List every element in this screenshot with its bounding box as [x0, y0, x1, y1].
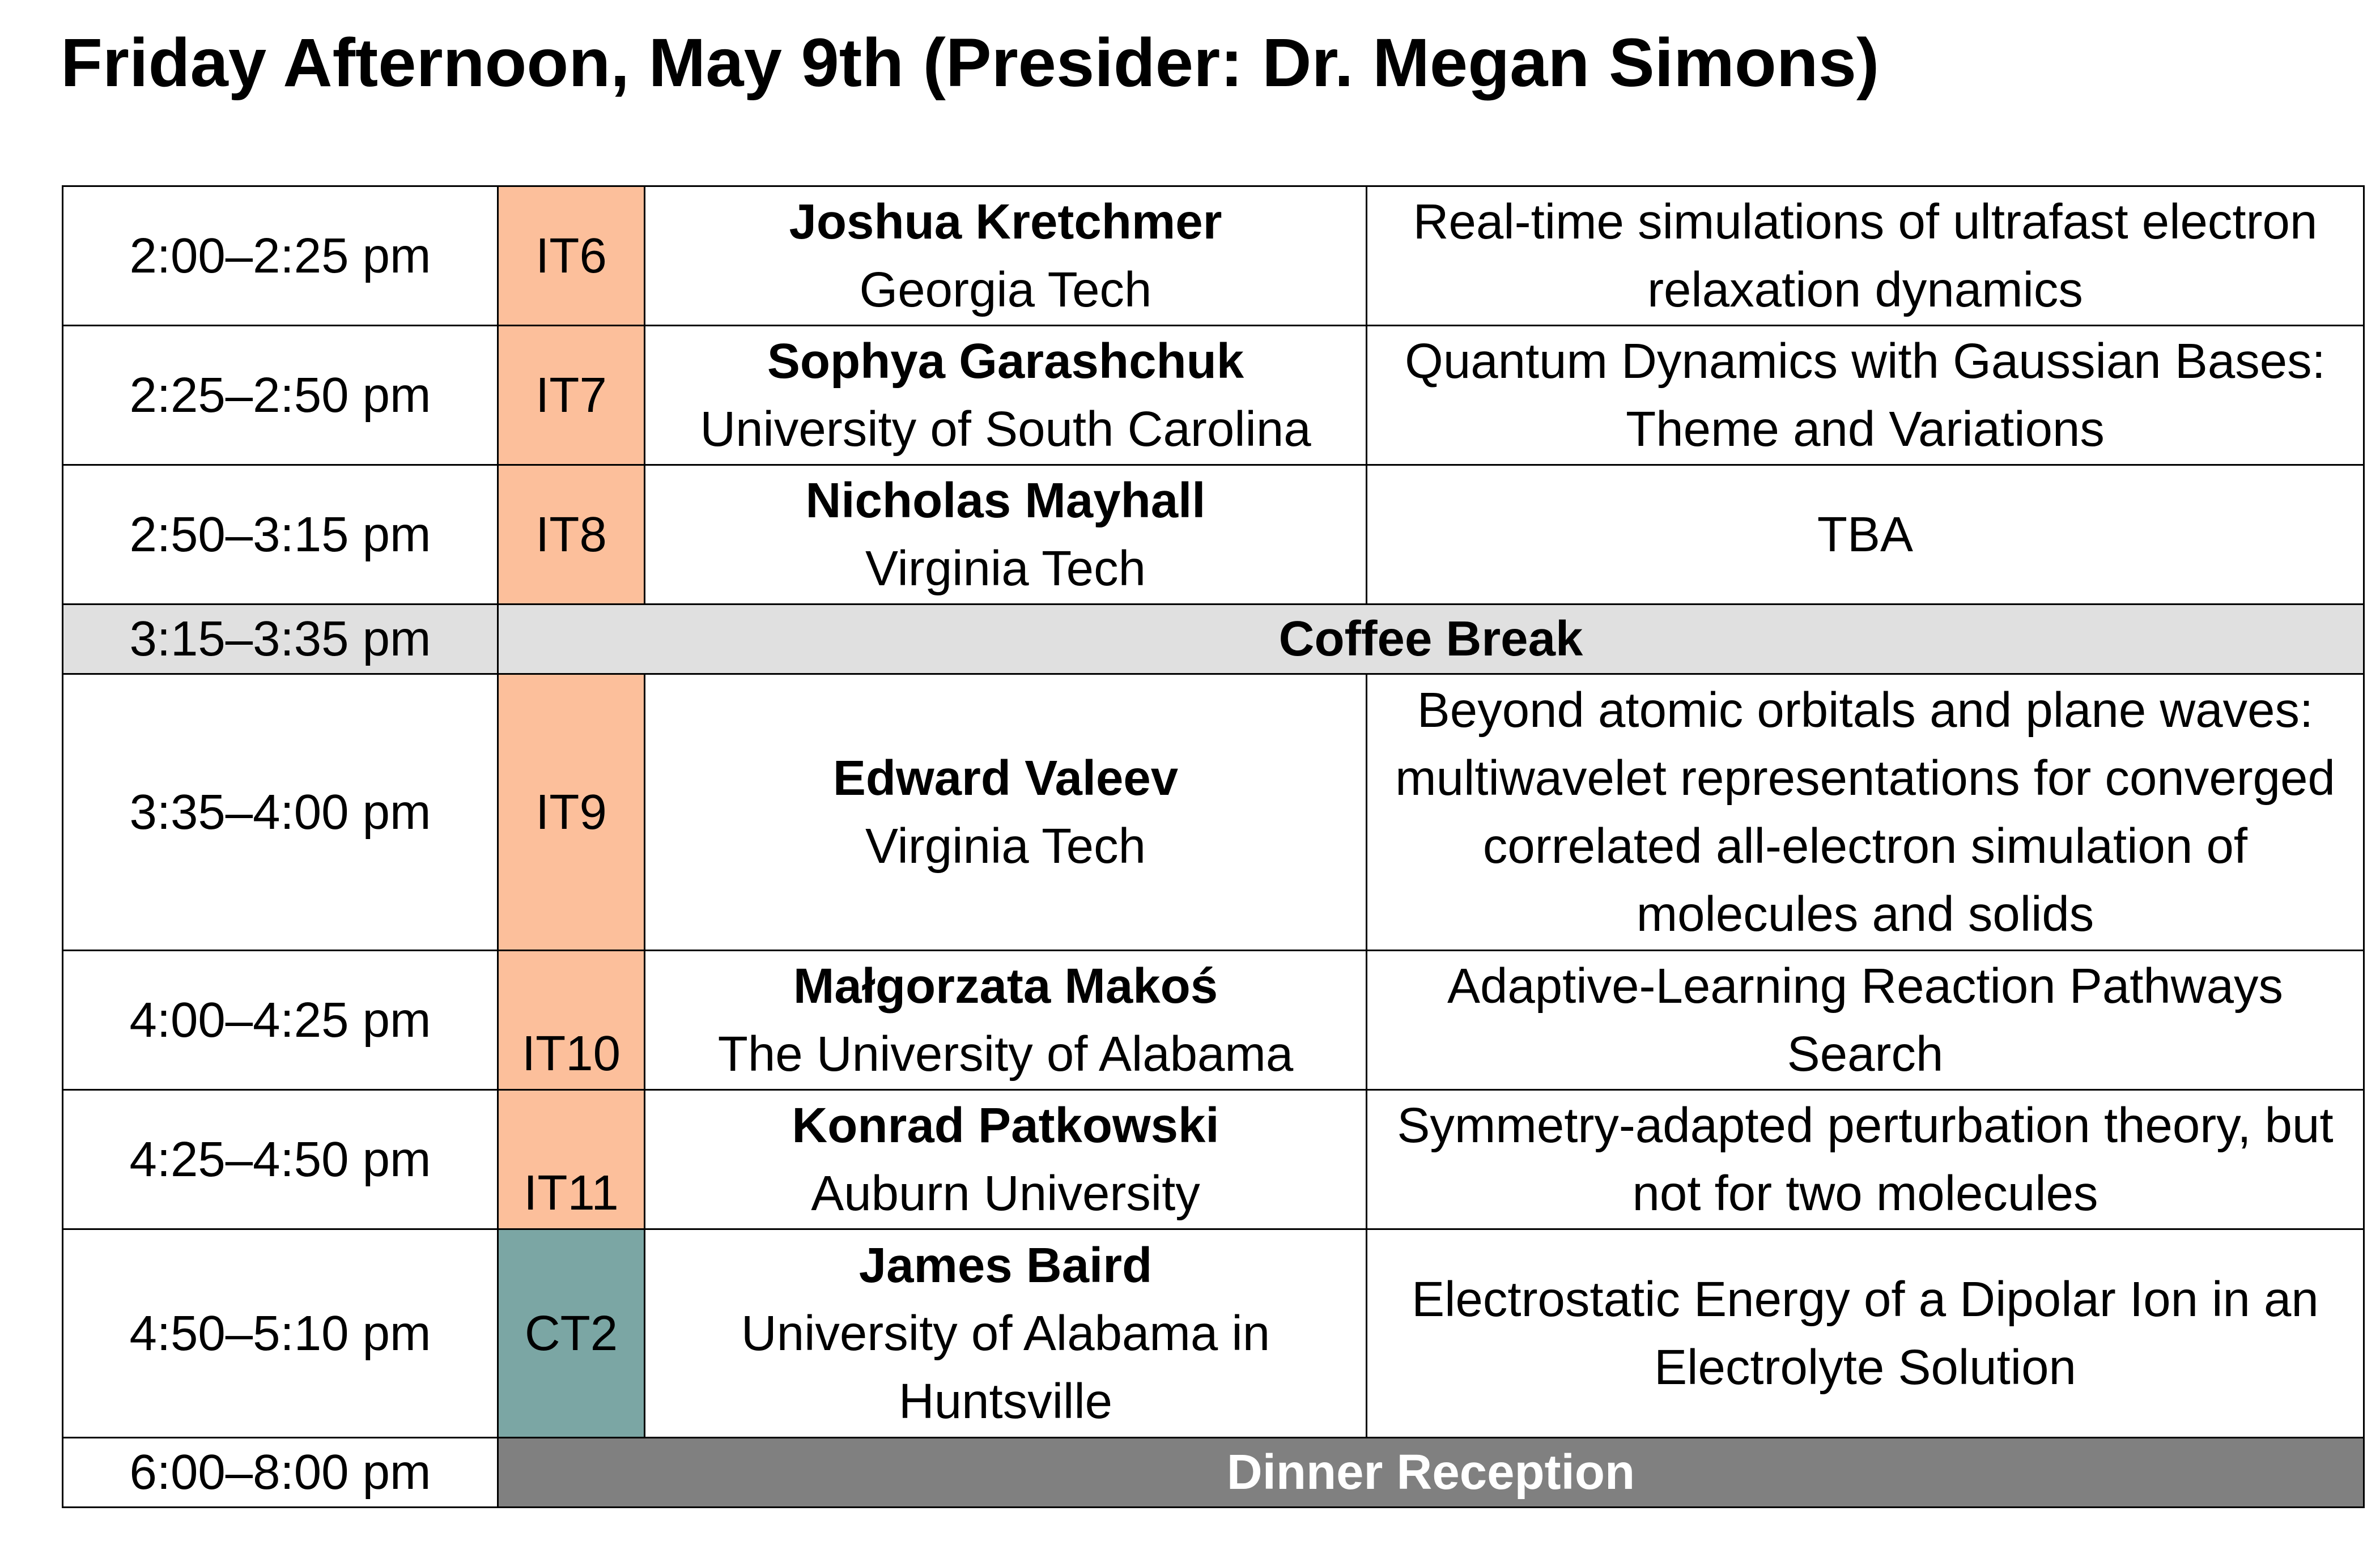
session-row [63, 465, 2364, 605]
speaker-affiliation: The University of Alabama [717, 1026, 1294, 1082]
session-time: 4:00–4:25 pm [63, 951, 498, 1090]
talk-title: TBA [1817, 506, 1914, 562]
talk-title-cell [1367, 326, 2364, 465]
speaker-cell [645, 674, 1367, 951]
talk-title: Symmetry-adapted perturbation theory, but not for two molecules [1397, 1097, 2334, 1221]
talk-title: Quantum Dynamics with Gaussian Bases: Theme and Variations [1405, 333, 2326, 457]
break-row [63, 1438, 2364, 1508]
speaker-name: Konrad Patkowski [792, 1097, 1219, 1153]
talk-title: Real-time simulations of ultrafast electron relaxation dynamics [1413, 194, 2318, 317]
speaker-name: Sophya Garashchuk [767, 333, 1244, 389]
speaker-cell [645, 1090, 1367, 1229]
talk-title-cell [1367, 1229, 2364, 1438]
schedule-table [62, 185, 2365, 1508]
session-time: 6:00–8:00 pm [63, 1438, 498, 1508]
speaker-cell [645, 1229, 1367, 1438]
talk-title-cell [1367, 1090, 2364, 1229]
talk-code-badge: IT10 [498, 951, 645, 1090]
talk-code-badge: IT9 [498, 674, 645, 951]
page-title: Friday Afternoon, May 9th (Presider: Dr. Megan Simons) [61, 24, 1880, 101]
talk-code-badge: IT6 [498, 186, 645, 326]
speaker-affiliation: Virginia Tech [865, 818, 1146, 874]
session-time: 4:25–4:50 pm [63, 1090, 498, 1229]
session-time: 3:15–3:35 pm [63, 605, 498, 674]
talk-title: Electrostatic Energy of a Dipolar Ion in an Electrolyte Solution [1412, 1271, 2319, 1395]
speaker-cell [645, 186, 1367, 326]
schedule-body [63, 186, 2364, 1508]
session-time: 4:50–5:10 pm [63, 1229, 498, 1438]
speaker-affiliation: Auburn University [811, 1165, 1200, 1221]
session-time: 3:35–4:00 pm [63, 674, 498, 951]
speaker-cell [645, 465, 1367, 605]
talk-code-badge: IT8 [498, 465, 645, 605]
break-row [63, 605, 2364, 674]
session-row [63, 326, 2364, 465]
speaker-cell [645, 326, 1367, 465]
session-row [63, 1090, 2364, 1229]
speaker-affiliation: University of Alabama in Huntsville [741, 1305, 1270, 1429]
talk-code-badge: IT11 [498, 1090, 645, 1229]
talk-title-cell [1367, 951, 2364, 1090]
speaker-name: Edward Valeev [832, 750, 1179, 806]
speaker-name: Joshua Kretchmer [789, 194, 1222, 249]
session-time: 2:00–2:25 pm [63, 186, 498, 326]
speaker-name: Małgorzata Makoś [793, 958, 1218, 1014]
speaker-affiliation: Virginia Tech [865, 540, 1146, 596]
speaker-cell [645, 951, 1367, 1090]
talk-title-cell [1367, 465, 2364, 605]
talk-title: Beyond atomic orbitals and plane waves: multiwavelet representations for converged correlated all-electron simulation of molecules and solids [1395, 682, 2335, 942]
session-row [63, 674, 2364, 951]
session-time: 2:50–3:15 pm [63, 465, 498, 605]
session-row [63, 186, 2364, 326]
session-row [63, 951, 2364, 1090]
speaker-name: Nicholas Mayhall [805, 472, 1206, 528]
dinner-reception-label: Dinner Reception [498, 1438, 2364, 1508]
speaker-affiliation: University of South Carolina [700, 401, 1311, 457]
session-row [63, 1229, 2364, 1438]
talk-code-badge: CT2 [498, 1229, 645, 1438]
session-time: 2:25–2:50 pm [63, 326, 498, 465]
talk-title-cell [1367, 186, 2364, 326]
coffee-break-label: Coffee Break [498, 605, 2364, 674]
talk-code-badge: IT7 [498, 326, 645, 465]
talk-title-cell [1367, 674, 2364, 951]
talk-title: Adaptive-Learning Reaction Pathways Search [1447, 958, 2284, 1082]
speaker-name: James Baird [858, 1237, 1153, 1293]
speaker-affiliation: Georgia Tech [859, 262, 1152, 317]
